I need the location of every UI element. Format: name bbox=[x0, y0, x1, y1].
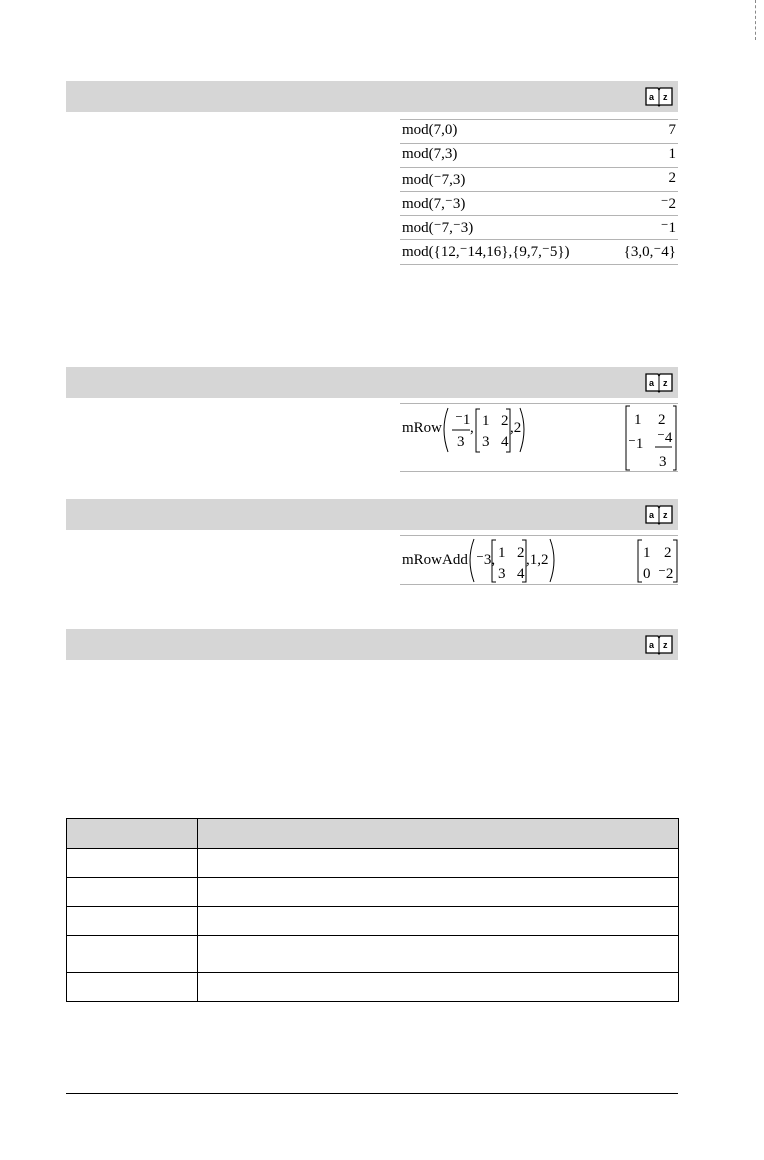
mrow-res-12: 2 bbox=[658, 412, 666, 428]
mod-input: mod(⁻7,3) bbox=[402, 172, 466, 188]
table-cell bbox=[67, 849, 198, 878]
mrowadd-res-21: 0 bbox=[643, 566, 651, 582]
catalog-book-icon bbox=[644, 371, 674, 393]
mode-settings-table bbox=[66, 818, 679, 1002]
mrow-func: mRow bbox=[402, 420, 443, 436]
page-edge-marker bbox=[755, 0, 756, 40]
mod-output: 7 bbox=[668, 122, 676, 138]
table-row bbox=[67, 973, 679, 1002]
mod-example-row bbox=[400, 215, 678, 240]
mrow-min-21: 3 bbox=[482, 434, 490, 450]
table-row bbox=[67, 849, 679, 878]
mod-input: mod(7,3) bbox=[402, 146, 458, 162]
svg-text:,: , bbox=[470, 420, 474, 436]
mrow-min-11: 1 bbox=[482, 413, 490, 429]
table-cell bbox=[67, 936, 198, 973]
catalog-book-icon bbox=[644, 85, 674, 107]
catalog-book-icon bbox=[644, 503, 674, 525]
table-header-cell bbox=[198, 819, 679, 849]
footer-rule bbox=[66, 1093, 678, 1094]
mrowadd-min-11: 1 bbox=[498, 545, 506, 561]
mod-example-row bbox=[400, 143, 678, 168]
mrowadd-res-12: 2 bbox=[664, 545, 672, 561]
mod-output: ⁻1 bbox=[660, 220, 676, 236]
mod-example-row bbox=[400, 239, 678, 265]
section-header-mode bbox=[66, 629, 678, 660]
section-header-mod bbox=[66, 81, 678, 112]
mod-examples bbox=[400, 119, 678, 265]
table-row bbox=[67, 907, 679, 936]
mrowadd-func: mRowAdd bbox=[402, 552, 468, 568]
svg-text:a: a bbox=[649, 92, 655, 102]
mrowadd-tail: ,1,2 bbox=[526, 552, 549, 568]
catalog-book-icon bbox=[644, 633, 674, 655]
table-cell bbox=[198, 973, 679, 1002]
mrowadd-res-11: 1 bbox=[643, 545, 651, 561]
mrowadd-min-12: 2 bbox=[517, 545, 525, 561]
mrowadd-example bbox=[400, 535, 678, 585]
table-cell bbox=[198, 907, 679, 936]
mrow-min-22: 4 bbox=[501, 434, 509, 450]
mod-example-row bbox=[400, 191, 678, 216]
mod-example-row bbox=[400, 167, 678, 192]
mrowadd-lead: ⁻3, bbox=[476, 552, 496, 568]
table-cell bbox=[198, 878, 679, 907]
svg-text:z: z bbox=[663, 640, 668, 650]
mrow-frac-den: 3 bbox=[457, 434, 465, 450]
svg-text:a: a bbox=[649, 510, 655, 520]
mrowadd-min-22: 4 bbox=[517, 566, 525, 582]
mrow-frac-num: ⁻1 bbox=[455, 412, 471, 428]
table-row bbox=[67, 936, 679, 973]
mrow-min-12: 2 bbox=[501, 413, 509, 429]
mrowadd-min-21: 3 bbox=[498, 566, 506, 582]
svg-text:z: z bbox=[663, 378, 668, 388]
mod-input: mod({12,⁻14,16},{9,7,⁻5}) bbox=[402, 244, 570, 260]
table-cell bbox=[198, 936, 679, 973]
mod-example-row bbox=[400, 119, 678, 144]
table-header-cell bbox=[67, 819, 198, 849]
table-row bbox=[67, 878, 679, 907]
section-header-mrowadd bbox=[66, 499, 678, 530]
mrow-tail: ,2 bbox=[510, 420, 522, 436]
svg-text:z: z bbox=[663, 92, 668, 102]
table-header-row bbox=[67, 819, 679, 849]
mod-input: mod(7,⁻3) bbox=[402, 196, 466, 212]
mod-input: mod(7,0) bbox=[402, 122, 458, 138]
mrow-res-22-den: 3 bbox=[659, 454, 667, 470]
mod-output: 1 bbox=[668, 146, 676, 162]
mrow-res-22-num: ⁻4 bbox=[657, 430, 673, 446]
mod-output: ⁻2 bbox=[660, 196, 676, 212]
mod-output: 2 bbox=[668, 170, 676, 186]
mod-input: mod(⁻7,⁻3) bbox=[402, 220, 474, 236]
mrowadd-res-22: ⁻2 bbox=[658, 566, 674, 582]
table-cell bbox=[67, 973, 198, 1002]
table-cell bbox=[67, 878, 198, 907]
mrow-res-21: ⁻1 bbox=[628, 436, 644, 452]
table-cell bbox=[198, 849, 679, 878]
table-cell bbox=[67, 907, 198, 936]
mrow-res-11: 1 bbox=[634, 412, 642, 428]
mod-output: {3,0,⁻4} bbox=[623, 244, 676, 260]
svg-text:a: a bbox=[649, 640, 655, 650]
section-header-mrow bbox=[66, 367, 678, 398]
mrow-example bbox=[400, 403, 678, 472]
svg-text:z: z bbox=[663, 510, 668, 520]
svg-text:a: a bbox=[649, 378, 655, 388]
